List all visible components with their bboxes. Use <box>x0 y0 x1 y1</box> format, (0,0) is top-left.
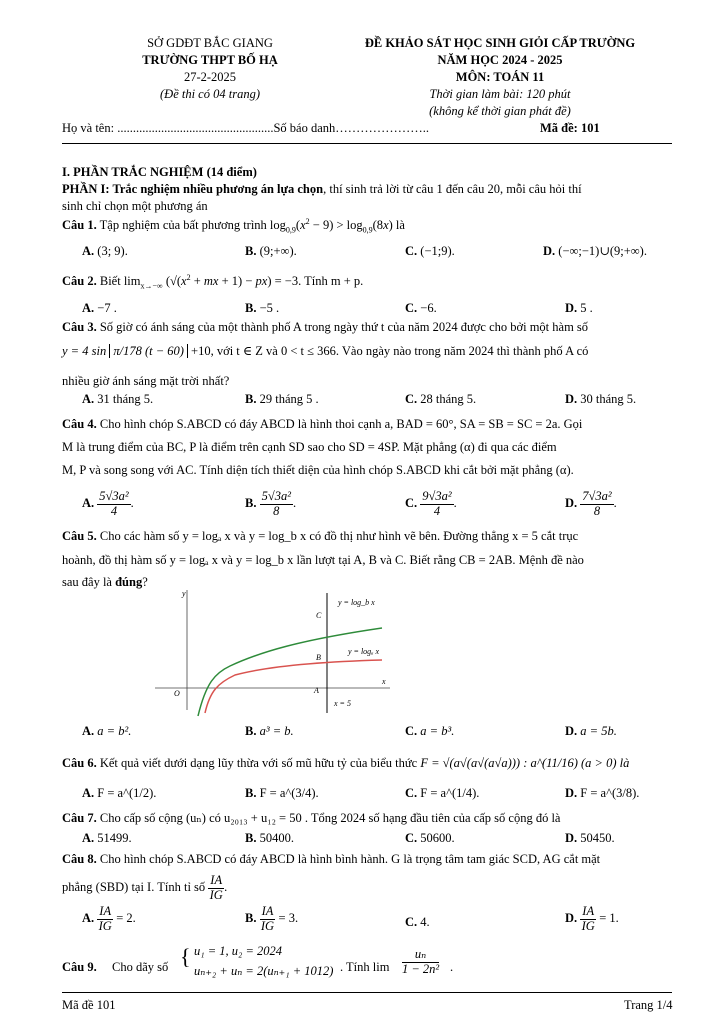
q1-option-b[interactable]: B. (9;+∞). <box>245 244 297 258</box>
q8-line2: phẳng (SBD) tại I. Tính tỉ số $\frac{IA}{IG}$ . <box>62 873 228 902</box>
question-7 <box>62 809 682 827</box>
student-line <box>62 119 682 137</box>
q4-line3: M, P và song song với AC. Tính diện tích thiết diện của hình chóp S.ABCD khi cắt bởi mặt phẳng (α). <box>62 463 574 477</box>
q3-formula-line <box>62 342 682 360</box>
q3-line3: nhiều giờ ánh sáng mặt trời nhất? <box>62 374 230 388</box>
q7-option-d[interactable]: D. 50450. <box>565 831 615 845</box>
q7-option-b[interactable]: B. 50400. <box>245 831 294 845</box>
q7-text: Cho cấp số cộng (uₙ) có u₂₀₁₃ + u₁₂ = 50 . Tổng 2024 số hạng đầu tiên của cấp số cộng đó là <box>99 811 561 825</box>
footer-code: Mã đề 101 <box>62 998 116 1012</box>
q2-option-a[interactable]: A. −7 . <box>82 301 117 315</box>
q9-sys1: u₁ = 1, u₂ = 2024 <box>194 944 283 958</box>
pages-note: (Đề thi có 04 trang) <box>160 87 260 101</box>
q9-label: Câu 9. <box>62 960 97 974</box>
q3-line2: +10, với t ∈ Z và 0 < t ≤ 366. Vào ngày nào trong năm 2024 thì thành phố A có <box>191 344 589 358</box>
q2-option-c[interactable]: C. −6. <box>405 301 437 315</box>
q7-option-a[interactable]: A. 51499. <box>82 831 132 845</box>
q1-option-d[interactable]: D. (−∞;−1)∪(9;+∞). <box>543 244 647 258</box>
curve2-label: y = logₐ x <box>348 647 380 656</box>
q1-label: Câu 1. <box>62 218 97 233</box>
time-limit: Thời gian làm bài: 120 phút <box>429 87 571 101</box>
q3-line1: Số giờ có ánh sáng của một thành phố A trong ngày thứ t của năm 2024 được cho bởi một hàm số <box>99 320 589 334</box>
school-year: NĂM HỌC 2024 - 2025 <box>437 53 563 67</box>
q4-option-a[interactable]: A. $\frac{\text{5√3a²}}{4}$ . <box>82 489 134 518</box>
q5-line3: sau đây là đúng? <box>62 575 148 589</box>
exam-title: ĐỀ KHẢO SÁT HỌC SINH GIỎI CẤP TRƯỜNG <box>364 36 636 50</box>
q1-lead: Tập nghiệm của bất phương trình log <box>99 218 286 233</box>
q7-label: Câu 7. <box>62 811 97 825</box>
q8-options <box>62 905 682 941</box>
question-3 <box>62 318 682 336</box>
q4-label: Câu 4. <box>62 417 97 431</box>
point-a-label: A <box>314 686 319 695</box>
q1-option-a[interactable]: A. (3; 9). <box>82 244 128 258</box>
q9-text: Cho dãy số <box>112 960 169 974</box>
line-label: x = 5 <box>334 699 351 708</box>
q3-label: Câu 3. <box>62 320 97 334</box>
student-name-field: Họ và tên: .................................................. <box>62 121 274 135</box>
question-4 <box>62 415 682 433</box>
q6-option-d[interactable]: D. F = a^(3/8). <box>565 786 640 800</box>
q4-options <box>62 486 682 526</box>
subject: MÔN: TOÁN 11 <box>455 70 545 84</box>
q3-option-b[interactable]: B. 29 tháng 5 . <box>245 392 319 406</box>
q8-option-c[interactable]: C. 4. <box>405 915 430 929</box>
q7-option-c[interactable]: C. 50600. <box>405 831 455 845</box>
point-c-label: C <box>316 611 322 620</box>
curve1-label: y = log_b x <box>338 598 375 607</box>
q9-frac: $\frac{\text{uₙ}}{\text{1 − 2n²}}$ <box>402 947 440 976</box>
q6-option-b[interactable]: B. F = a^(3/4). <box>245 786 319 800</box>
q5-option-c[interactable]: C. a = b³. <box>405 724 455 738</box>
q3-formula: y = 4 sin π/178 (t − 60) <box>62 344 188 358</box>
q2-tail: = −3. Tính m + p. <box>274 274 364 289</box>
y-label: y <box>182 589 186 598</box>
exam-date: 27-2-2025 <box>183 70 237 84</box>
q3-option-d[interactable]: D. 30 tháng 5. <box>565 392 637 406</box>
part-instructions <box>62 180 682 198</box>
q2-label: Câu 2. <box>62 274 97 289</box>
question-9: Câu 9. Cho dãy số { u₁ = 1, u₂ = 2024 uₙ₊₂ + uₙ = 2(uₙ₊₁ + 1012) . Tính lim $\frac{\text{uₙ}}{\text{1 − 2n²}}$ . <box>62 948 682 988</box>
school-name: TRƯỜNG THPT BỐ HẠ <box>142 53 278 67</box>
q4-option-b[interactable]: B. $\frac{\text{5√3a²}}{8}$ . <box>245 489 297 518</box>
q4-option-d[interactable]: D. $\frac{\text{7√3a²}}{8}$ . <box>565 489 617 518</box>
q1-tail: là <box>395 218 405 233</box>
q9-brace: { <box>180 944 191 969</box>
q1-option-c[interactable]: C. (−1;9). <box>405 244 455 258</box>
question-1 <box>62 216 682 236</box>
q2-option-d[interactable]: D. 5 . <box>565 301 593 315</box>
question-8 <box>62 850 682 868</box>
q5-line1: Cho các hàm số y = logₐ x và y = log_b x có đồ thị như hình vẽ bên. Đường thẳng x = 5 cắt trục <box>99 529 579 543</box>
part-text: , thí sinh trả lời từ câu 1 đến câu 20, mỗi câu hỏi thí <box>323 182 582 196</box>
q6-text: Kết quả viết dưới dạng lũy thừa với số mũ hữu tỷ của biểu thức <box>99 756 418 770</box>
q8-line1: Cho hình chóp S.ABCD có đáy ABCD là hình bình hành. G là trọng tâm tam giác SCD, AG cắt mặt <box>99 852 601 866</box>
q9-tail: . Tính lim <box>340 960 390 974</box>
q5-label: Câu 5. <box>62 529 97 543</box>
time-note: (không kể thời gian phát đề) <box>429 104 571 118</box>
q8-option-b[interactable]: B. $\frac{IA}{IG}$ = 3. <box>245 904 299 933</box>
question-2 <box>62 272 682 292</box>
question-5 <box>62 527 682 545</box>
q4-line1: Cho hình chóp S.ABCD có đáy ABCD là hình thoi cạnh a, BAD = 60°, SA = SB = SC = 2a. Gọi <box>99 417 583 431</box>
q4-option-c[interactable]: C. $\frac{\text{9√3a²}}{4}$ . <box>405 489 457 518</box>
dept-name: SỞ GDĐT BẮC GIANG <box>147 36 273 50</box>
q2-limit: $\lim_{x\to-\infty} (√(x^2$ + mx + 1) − px) <box>123 273 272 291</box>
q5-line2: hoành, đồ thị hàm số y = logₐ x và y = log_b x lần lượt tại A, B và C. Biết rằng CB = 2AB. Mệnh đề nào <box>62 553 584 567</box>
q9-sys2: uₙ₊₂ + uₙ = 2(uₙ₊₁ + 1012) <box>194 964 334 978</box>
q5-option-d[interactable]: D. a = 5b. <box>565 724 617 738</box>
q8-label: Câu 8. <box>62 852 97 866</box>
log-graph <box>150 588 395 718</box>
q1-text: Tập nghiệm của bất phương trình $\log_{0,9}(x^2 - 9) > \log_{0,9}(8x)$ <box>99 217 393 235</box>
q6-label: Câu 6. <box>62 756 97 770</box>
q6-option-c[interactable]: C. F = a^(1/4). <box>405 786 480 800</box>
q2-option-b[interactable]: B. −5 . <box>245 301 280 315</box>
q8-option-d[interactable]: D. $\frac{IA}{IG}$ = 1. <box>565 904 619 933</box>
point-b-label: B <box>316 653 321 662</box>
q4-line2: M là trung điểm của BC, P là điểm trên cạnh SD sao cho SD = 4SP. Mặt phẳng (α) đi qua các điểm <box>62 440 557 454</box>
origin-label: O <box>174 689 180 698</box>
question-6 <box>62 754 682 772</box>
q8-option-a[interactable]: A. $\frac{IA}{IG}$ = 2. <box>82 904 136 933</box>
header-divider <box>62 143 672 144</box>
part-title: PHẦN I: Trắc nghiệm nhiều phương án lựa chọn <box>62 182 324 196</box>
student-id-field: Số báo danh………………….. <box>273 121 430 135</box>
part-instructions-2: sinh chỉ chọn một phương án <box>62 199 208 213</box>
q3-option-a[interactable]: A. 31 tháng 5. <box>82 392 154 406</box>
q5-option-a[interactable]: A. a = b². <box>82 724 132 738</box>
x-label: x <box>382 677 386 686</box>
q2-lead: Biết <box>99 274 121 289</box>
section-title: I. PHẦN TRẮC NGHIỆM (14 điểm) <box>62 165 257 179</box>
footer-page: Trang 1/4 <box>624 998 673 1012</box>
q6-option-a[interactable]: A. F = a^(1/2). <box>82 786 157 800</box>
footer-divider <box>62 992 672 993</box>
exam-code: Mã đề: 101 <box>540 121 600 135</box>
q3-option-c[interactable]: C. 28 tháng 5. <box>405 392 477 406</box>
q5-option-b[interactable]: B. a³ = b. <box>245 724 294 738</box>
q6-expr: F = √(a√(a√(a√a))) : a^(11/16) (a > 0) là <box>420 756 630 770</box>
